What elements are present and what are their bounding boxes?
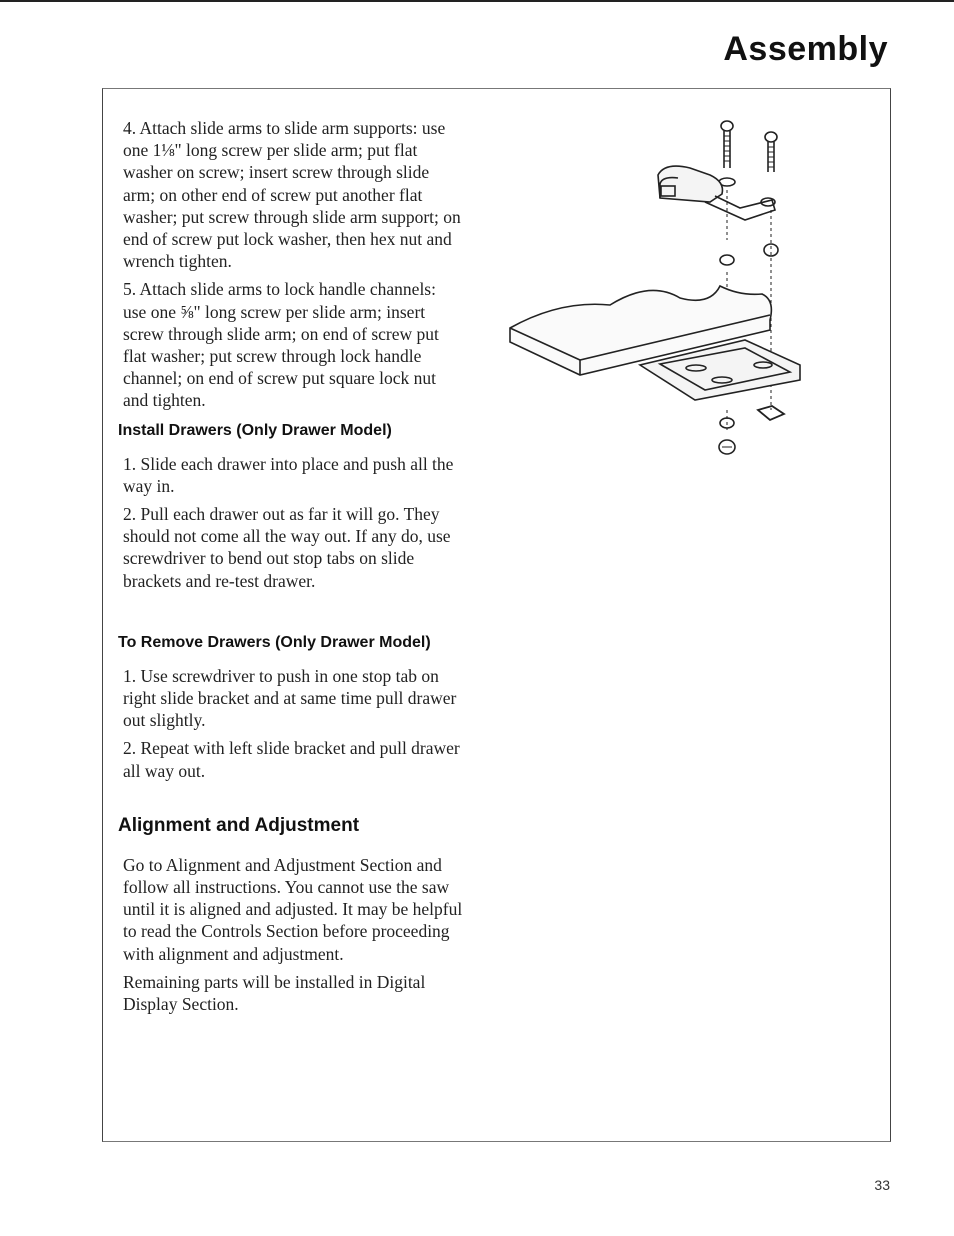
slide-arm-assembly-illustration xyxy=(500,110,820,470)
alignment-paragraph-2: Remaining parts will be installed in Digital Display Section. xyxy=(123,971,426,1015)
text-column xyxy=(118,117,463,1021)
alignment-paragraph-1: Go to Alignment and Adjustment Section and follow all instructions. You cannot use the saw until it is aligned and adjusted. It may be helpful to read the Controls Section before proceeding with alignment and adjustment. xyxy=(123,854,463,964)
remove-step-1: 1. Use screwdriver to push in one stop tab on right slide bracket and at same time pull drawer out slightly. xyxy=(123,665,457,731)
install-step-1: 1. Slide each drawer into place and push all the way in. xyxy=(123,453,454,496)
step-4-text: 4. Attach slide arms to slide arm supports: use one 1⅛" long screw per slide arm; put flat washer on screw; insert screw through slide arm; on other end of screw put another flat washer; put screw through slide arm support; on end of screw put lock washer, then hex nut and wrench tighten. xyxy=(123,118,461,272)
top-rule xyxy=(0,0,954,2)
page-number: 33 xyxy=(874,1177,890,1193)
alignment-heading: Alignment and Adjustment xyxy=(118,814,360,836)
install-drawers-heading: Install Drawers (Only Drawer Model) xyxy=(118,421,392,439)
page-title: Assembly xyxy=(723,30,888,68)
install-step-2: 2. Pull each drawer out as far it will go. They should not come all the way out. If any do, use screwdriver to bend out stop tabs on slide brackets and re-test drawer. xyxy=(123,504,451,591)
short-screw-icon xyxy=(765,132,777,172)
remove-drawers-heading: To Remove Drawers (Only Drawer Model) xyxy=(118,633,431,651)
slide-arm-icon xyxy=(658,166,775,220)
long-screw-icon xyxy=(721,121,733,168)
remove-step-2: 2. Repeat with left slide bracket and pull drawer all way out. xyxy=(123,738,460,781)
lock-washer-icon xyxy=(720,255,734,265)
step-5-text: 5. Attach slide arms to lock handle channels: use one ⅝" long screw per slide arm; insert screw through slide arm; on end of screw put flat washer; put screw through lock handle channel; on end of screw put square lock nut and tighten. xyxy=(123,279,439,411)
